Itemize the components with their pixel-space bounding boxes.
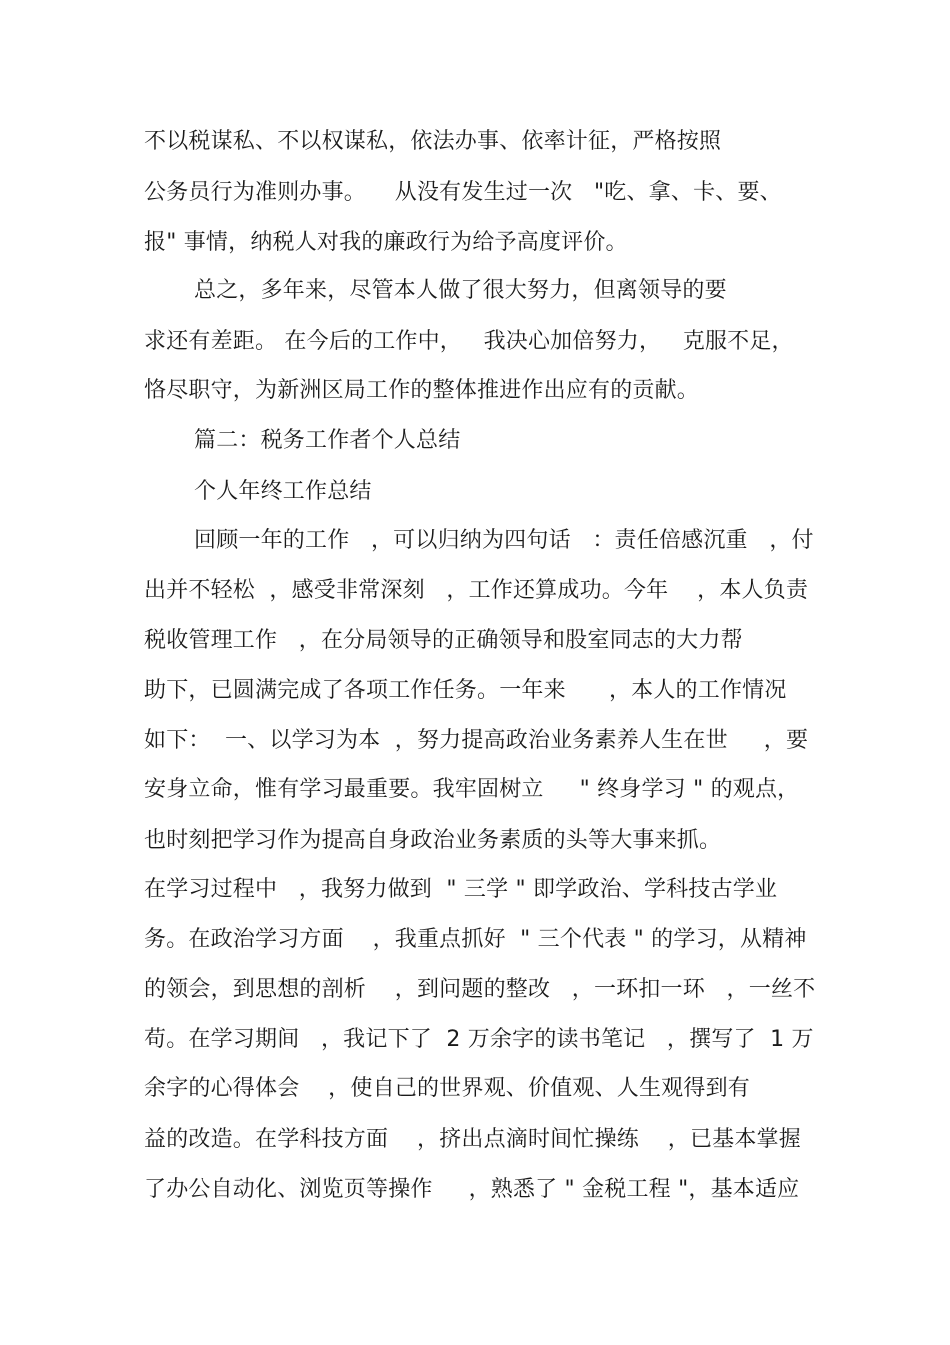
text-line: 不以税谋私、不以权谋私，依法办事、依率计征，严格按照 bbox=[144, 129, 722, 154]
text-line: 恪尽职守，为新洲区局工作的整体推进作出应有的贡献。 bbox=[144, 378, 700, 403]
text-line: 也时刻把学习作为提高自身政治业务素质的头等大事来抓。 bbox=[144, 828, 722, 853]
text-line: 求还有差距。 在今后的工作中， 我决心加倍努力， 克服不足， bbox=[144, 329, 794, 354]
document-title: 个人年终工作总结 bbox=[194, 479, 372, 504]
paragraph-first-line: 回顾一年的工作 ，可以归纳为四句话 ：责任倍感沉重 ，付 bbox=[194, 528, 814, 553]
text-line: 益的改造。在学科技方面 ，挤出点滴时间忙操练 ，已基本掌握 bbox=[144, 1127, 801, 1152]
text-line: 报" 事情，纳税人对我的廉政行为给予高度评价。 bbox=[144, 230, 628, 255]
text-line: 助下，已圆满完成了各项工作任务。一年来 ，本人的工作情况 bbox=[144, 678, 787, 703]
text-line: 如下： 一、以学习为本 ，努力提高政治业务素养人生在世 ，要 bbox=[144, 728, 809, 753]
text-line: 了办公自动化、浏览页等操作 ，熟悉了 " 金税工程 "，基本适应 bbox=[144, 1177, 800, 1202]
paragraph-first-line: 总之，多年来，尽管本人做了很大努力，但离领导的要 bbox=[194, 278, 727, 303]
text-line: 公务员行为准则办事。 从没有发生过一次 "吃、拿、卡、要、 bbox=[144, 180, 782, 205]
text-line: 安身立命，惟有学习最重要。我牢固树立 " 终身学习 " 的观点， bbox=[144, 777, 800, 802]
text-line: 苟。在学习期间 ，我记下了 2 万余字的读书笔记 ，撰写了 1 万 bbox=[144, 1027, 814, 1052]
text-line: 余字的心得体会 ，使自己的世界观、价值观、人生观得到有 bbox=[144, 1076, 750, 1101]
text-line: 的领会，到思想的剖析 ，到问题的整改 ，一环扣一环 ，一丝不 bbox=[144, 977, 816, 1002]
text-line: 在学习过程中 ，我努力做到 " 三学 " 即学政治、学科技古学业 bbox=[144, 877, 778, 902]
text-line: 出并不轻松 ，感受非常深刻 ，工作还算成功。今年 ，本人负责 bbox=[144, 578, 809, 603]
text-line: 务。在政治学习方面 ，我重点抓好 " 三个代表 " 的学习，从精神 bbox=[144, 927, 807, 952]
text-line: 税收管理工作 ，在分局领导的正确领导和股室同志的大力帮 bbox=[144, 628, 743, 653]
section-heading: 篇二：税务工作者个人总结 bbox=[194, 428, 461, 453]
